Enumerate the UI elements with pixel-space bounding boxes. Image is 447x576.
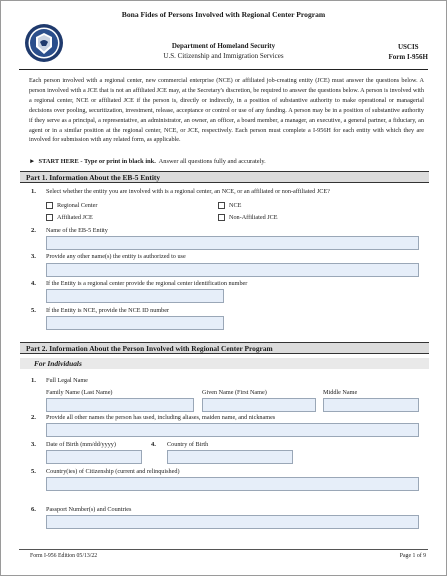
nce-id-field[interactable] — [46, 316, 224, 330]
p1-q3-label: Provide any other name(s) the entity is authorized to use — [46, 253, 186, 260]
p1-q4-number: 4. — [31, 280, 36, 287]
non-affiliated-jce-checkbox[interactable] — [218, 214, 225, 221]
start-here-instruction: START HERE - Type or print in black ink. — [38, 158, 156, 165]
department-name: Department of Homeland Security — [171, 42, 276, 50]
given-name-field[interactable] — [202, 398, 316, 412]
p2-q5-label: Country(ies) of Citizenship (current and relinquished) — [46, 468, 180, 475]
form-number: Form I-956H — [388, 53, 428, 61]
p2-q3-label: Date of Birth (mm/dd/yyyy) — [46, 441, 116, 448]
entity-other-names-field[interactable] — [46, 263, 419, 277]
p2-q6-label: Passport Number(s) and Countries — [46, 506, 132, 513]
intro-paragraph: Each person involved with a regional center, new commercial enterprise (NCE) or affiliated job-creating entity (JCE) must answer the questions below. A person involved with a JCE that is not an affiliated JCE may, at the Secretary's discretion, be required to answer the questions below. A person is involved with a regional center, NCE or affiliated JCE if the person is, directly or indirectly, in a position of substantive authority to make operational or managerial decisions over pooling, securitization, investment, release, acceptance or control or use of any funding. A person may be in a position of substantive authority if they serve as a principal, a representative, an administrator, an owner, an officer, a board member, a manager, an executive, a general partner, a fiduciary, an agent or in a similar position at the regional center, NCE, or JCE, respectively. Each person must complete a I-956H for each entity with which they are involved for submission with any related form, as applicable. — [29, 77, 424, 144]
p1-q1-label: Select whether the entity you are involved with is a regional center, an NCE, or an affiliated or non-affiliated JCE? — [46, 188, 330, 195]
other-names-field[interactable] — [46, 423, 419, 437]
form-title: Bona Fides of Persons Involved with Regional Center Program — [121, 10, 326, 19]
affiliated-jce-checkbox[interactable] — [46, 214, 53, 221]
agency-name: U.S. Citizenship and Immigration Services — [163, 52, 284, 60]
start-here-line — [29, 158, 266, 165]
p1-q2-label: Name of the EB-5 Entity — [46, 227, 108, 234]
part1-heading: Part 1. Information About the EB-5 Entity — [20, 171, 429, 183]
entity-name-field[interactable] — [46, 236, 419, 250]
for-individuals-heading: For Individuals — [20, 358, 429, 369]
p2-q1-number: 1. — [31, 377, 36, 384]
arrow-icon: ► — [29, 158, 36, 165]
regional-center-checkbox[interactable] — [46, 202, 53, 209]
p1-q4-label: If the Entity is a regional center provide the regional center identification number — [46, 280, 248, 287]
p1-q5-label: If the Entity is NCE, provide the NCE ID number — [46, 307, 170, 314]
form-edition: Form I-956 Edition 05/13/22 — [30, 553, 98, 559]
header-divider — [19, 69, 428, 70]
p2-q5-number: 5. — [31, 468, 36, 475]
p2-q1-label: Full Legal Name — [46, 377, 88, 384]
affiliated-jce-label: Affiliated JCE — [57, 214, 93, 221]
form-id-block — [389, 42, 428, 62]
non-affiliated-jce-label: Non-Affiliated JCE — [229, 214, 278, 221]
start-here-note: Answer all questions fully and accurately. — [158, 158, 266, 165]
p2-q4-number: 4. — [151, 441, 156, 448]
p1-q5-number: 5. — [31, 307, 36, 314]
regional-center-label: Regional Center — [57, 202, 98, 209]
family-name-label: Family Name (Last Name) — [46, 389, 113, 396]
regional-center-id-field[interactable] — [46, 289, 224, 303]
part2-heading: Part 2. Information About the Person Involved with Regional Center Program — [20, 342, 429, 354]
middle-name-label: Middle Name — [323, 389, 358, 396]
p2-q4-label: Country of Birth — [167, 441, 209, 448]
citizenship-field[interactable] — [46, 477, 419, 491]
p1-q1-number: 1. — [31, 188, 36, 195]
p2-q3-number: 3. — [31, 441, 36, 448]
country-of-birth-field[interactable] — [167, 450, 293, 464]
passport-field[interactable] — [46, 515, 419, 529]
family-name-field[interactable] — [46, 398, 194, 412]
p2-q2-number: 2. — [31, 414, 36, 421]
middle-name-field[interactable] — [323, 398, 419, 412]
p1-q3-number: 3. — [31, 253, 36, 260]
date-of-birth-field[interactable] — [46, 450, 142, 464]
nce-label: NCE — [229, 202, 242, 209]
nce-checkbox[interactable] — [218, 202, 225, 209]
p2-q6-number: 6. — [31, 506, 36, 513]
page-number: Page 1 of 9 — [399, 553, 426, 559]
p2-q2-label: Provide all other names the person has used, including aliases, maiden name, and nicknames — [46, 414, 276, 421]
p1-q2-number: 2. — [31, 227, 36, 234]
given-name-label: Given Name (First Name) — [202, 389, 267, 396]
agency-abbr: USCIS — [397, 43, 419, 51]
footer-divider — [19, 549, 428, 550]
